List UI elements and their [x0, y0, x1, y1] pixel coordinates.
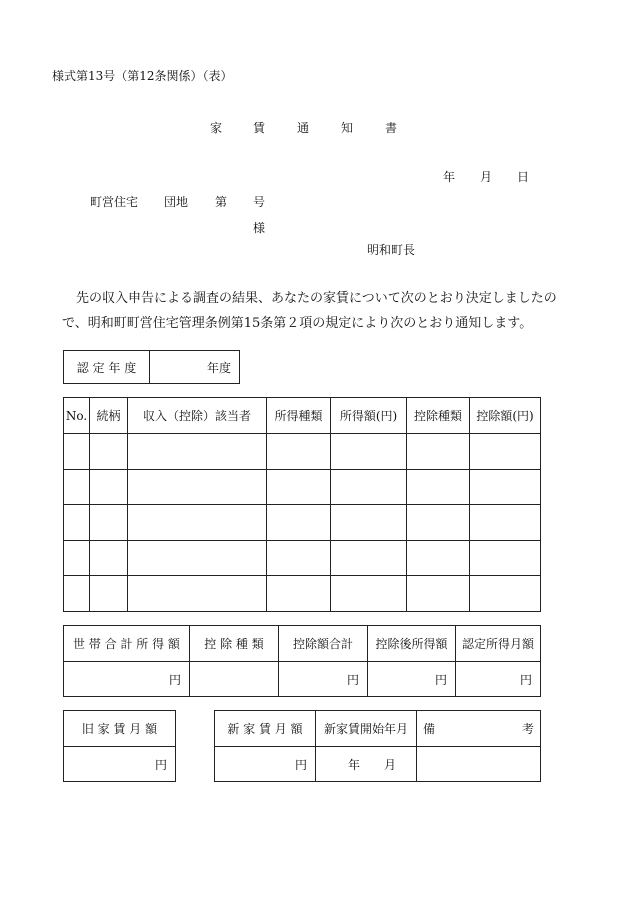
cell[interactable] [64, 541, 90, 576]
cell[interactable] [64, 576, 90, 612]
nintei-table [63, 350, 240, 384]
remarks-label-1: 備 [423, 722, 436, 736]
cell[interactable] [267, 576, 331, 612]
cell[interactable] [470, 470, 541, 505]
summary-table [63, 625, 541, 697]
cell[interactable] [407, 470, 470, 505]
address-danchi: 団地 [164, 195, 189, 209]
household-income-value[interactable]: 円 [64, 662, 190, 697]
title-char: 家 [210, 121, 223, 135]
new-rent-value[interactable]: 円 [215, 747, 316, 782]
cell[interactable] [331, 576, 407, 612]
body-line-1: 先の収入申告による調査の結果、あなたの家賃について次のとおり決定しましたの [76, 291, 557, 306]
new-rent-start-value[interactable] [316, 747, 417, 782]
old-rent-table [63, 710, 176, 782]
nintei-value: 年度 [150, 351, 240, 384]
date-month: 月 [480, 170, 493, 184]
new-rent-header-row [215, 711, 541, 747]
col-deduction-total: 控除額合計 [279, 626, 368, 662]
cell[interactable] [64, 505, 90, 541]
cell[interactable] [267, 434, 331, 470]
cell[interactable] [90, 470, 128, 505]
address-dai: 第 [215, 195, 228, 209]
col-after-deduction: 控除後所得額 [368, 626, 456, 662]
new-rent-start-label: 新家賃開始年月 [316, 711, 417, 747]
cell[interactable] [331, 470, 407, 505]
remarks-label-2: 考 [521, 722, 534, 736]
cell[interactable] [407, 576, 470, 612]
cell[interactable] [407, 541, 470, 576]
cell[interactable] [470, 434, 541, 470]
issuer: 明和町長 [367, 243, 416, 257]
table-row [64, 505, 541, 541]
cell[interactable] [470, 505, 541, 541]
cell[interactable] [407, 434, 470, 470]
table-row [64, 541, 541, 576]
col-income-amount: 所得額(円) [331, 398, 407, 434]
old-rent-label: 旧 家 賃 月 額 [64, 711, 176, 747]
col-deduction-kind: 控 除 種 類 [190, 626, 279, 662]
col-deduction-amount: 控除額(円) [470, 398, 541, 434]
title-char: 通 [297, 121, 310, 135]
deduction-total-value[interactable]: 円 [279, 662, 368, 697]
cell[interactable] [331, 505, 407, 541]
title-char: 書 [385, 121, 398, 135]
title-char: 賃 [253, 121, 266, 135]
col-person: 収入（控除）該当者 [128, 398, 267, 434]
form-id: 様式第13号（第12条関係）（表） [52, 69, 233, 83]
cell[interactable] [128, 434, 267, 470]
table-row [64, 576, 541, 612]
summary-header-row [64, 626, 541, 662]
date-day: 日 [517, 170, 530, 184]
cell[interactable] [64, 434, 90, 470]
deduction-kind-value[interactable] [190, 662, 279, 697]
cell[interactable] [331, 541, 407, 576]
start-year: 年 [347, 757, 360, 772]
col-deduction-type: 控除種類 [407, 398, 470, 434]
cell[interactable] [90, 434, 128, 470]
date-year: 年 [443, 170, 456, 184]
remarks-value[interactable] [417, 747, 541, 782]
after-deduction-value[interactable]: 円 [368, 662, 456, 697]
summary-value-row [64, 662, 541, 697]
body-line-2: で、明和町町営住宅管理条例第15条第２項の規定により次のとおり通知します。 [62, 316, 533, 331]
cell[interactable] [407, 505, 470, 541]
cell[interactable] [128, 505, 267, 541]
new-rent-table [214, 710, 541, 782]
col-monthly-income: 認定所得月額 [456, 626, 541, 662]
remarks-label [417, 711, 541, 747]
table-row [64, 470, 541, 505]
sama: 様 [253, 221, 266, 235]
cell[interactable] [90, 541, 128, 576]
old-rent-value[interactable]: 円 [64, 747, 176, 782]
cell[interactable] [128, 576, 267, 612]
col-household-income: 世 帯 合 計 所 得 額 [64, 626, 190, 662]
cell[interactable] [331, 434, 407, 470]
col-relation: 続柄 [90, 398, 128, 434]
cell[interactable] [267, 470, 331, 505]
new-rent-label: 新 家 賃 月 額 [215, 711, 316, 747]
title-char: 知 [341, 121, 354, 135]
table-row [64, 434, 541, 470]
cell[interactable] [64, 470, 90, 505]
cell[interactable] [90, 505, 128, 541]
monthly-income-value[interactable]: 円 [456, 662, 541, 697]
cell[interactable] [90, 576, 128, 612]
address-go: 号 [253, 195, 266, 209]
income-table [63, 397, 541, 612]
cell[interactable] [128, 470, 267, 505]
income-header-row [64, 398, 541, 434]
body-text [62, 286, 557, 336]
cell[interactable] [128, 541, 267, 576]
start-month: 月 [383, 757, 396, 772]
col-no: No. [64, 398, 90, 434]
cell[interactable] [470, 541, 541, 576]
col-income-type: 所得種類 [267, 398, 331, 434]
address-prefix: 町営住宅 [90, 195, 139, 209]
cell[interactable] [470, 576, 541, 612]
new-rent-value-row [215, 747, 541, 782]
cell[interactable] [267, 505, 331, 541]
cell[interactable] [267, 541, 331, 576]
nintei-label: 認 定 年 度 [64, 351, 150, 384]
